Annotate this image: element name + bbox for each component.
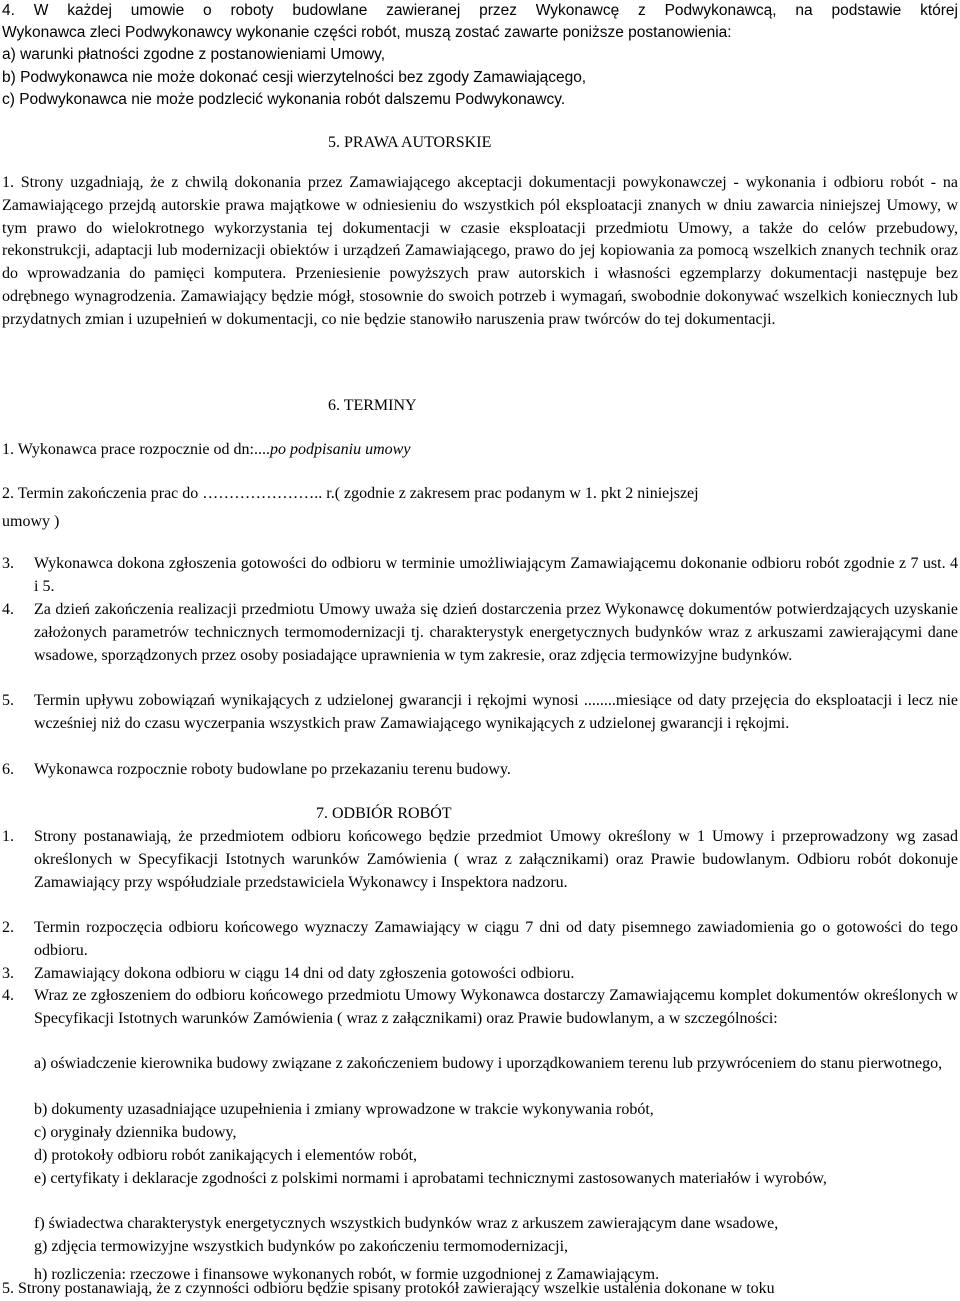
section-7-subitem-h: h) rozliczenia: rzeczowe i finansowe wykonanych robót, w formie uzgodnionej z Zamawiającym. (34, 1266, 660, 1283)
section-6-item-4 (2, 599, 958, 667)
item-text: Termin rozpoczęcia odbioru końcowego wyznaczy Zamawiający w ciągu 7 dni od daty pisemnego zawiadomienia go o gotowości do tego odbioru. (34, 919, 958, 959)
item-1-text: 1. Wykonawca prace rozpocznie od dn:.... (2, 441, 270, 458)
section-7-subitem-c: c) oryginały dziennika budowy, (34, 1124, 237, 1141)
item-number: 4. (2, 601, 14, 618)
item-text: Termin upływu zobowiązań wynikających z udzielonej gwarancji i rękojmi wynosi ........miesiące od daty przejęcia do eksploatacji i lecz nie wcześniej niż do czasu wyczerpania wszystkich praw Zamawiającego wynikających z udzielonej gwarancji i rękojmi. (34, 692, 958, 732)
section-7-item-1 (2, 826, 958, 894)
section-6-item-1 (2, 439, 410, 462)
paragraph-4-line-2: Wykonawca zleci Podwykonawcy wykonanie części robót, muszą zostać zawarte poniższe postanowienia: (2, 24, 732, 41)
section-6-item-5 (2, 690, 958, 736)
section-5-heading: 5. PRAWA AUTORSKIE (328, 134, 492, 151)
section-7-subitem-g: g) zdjęcia termowizyjne wszystkich budynków po zakończeniu termomodernizacji, (34, 1238, 569, 1255)
item-number: 2. (2, 919, 14, 936)
item-1-italic: po podpisaniu umowy (269, 441, 411, 458)
item-number: 4. (2, 987, 14, 1004)
section-6-heading: 6. TERMINY (328, 397, 417, 414)
item-text: Wykonawca dokona zgłoszenia gotowości do odbioru w terminie umożliwiającym Zamawiającemu dokonanie odbioru robót zgodnie z 7 ust. 4 i 5. (34, 555, 958, 595)
section-6-item-2-line-2: umowy ) (2, 513, 60, 530)
list-item-b: b) Podwykonawca nie może dokonać cesji wierzytelności bez zgody Zamawiającego, (2, 69, 587, 86)
section-7-subitem-e (2, 1168, 958, 1191)
section-6-item-2-line-1: 2. Termin zakończenia prac do ………………….. r.( zgodnie z zakresem prac podanym w 1. pkt 2 niniejszej (2, 485, 699, 502)
section-6-item-6 (2, 759, 958, 782)
item-text: Zamawiający dokona odbioru w ciągu 14 dni od daty zgłoszenia gotowości odbioru. (34, 965, 575, 982)
paragraph-4-line-1: 4. W każdej umowie o roboty budowlane zawieranej przez Wykonawcę z Podwykonawcą, na podstawie której (2, 2, 958, 19)
section-7-item-3 (2, 963, 958, 986)
item-number: 3. (2, 965, 14, 982)
item-number: 6. (2, 761, 14, 778)
item-number: 3. (2, 555, 14, 572)
section-7-subitem-d: d) protokoły odbioru robót zanikających i elementów robót, (34, 1147, 418, 1164)
section-6-item-3 (2, 553, 958, 599)
list-item-a: a) warunki płatności zgodne z postanowieniami Umowy, (2, 46, 386, 63)
section-7-item-5: 5. Strony postanawiają, że z czynności odbioru będzie spisany protokół zawierający wszelkie ustalenia dokonane w toku (2, 1280, 775, 1297)
section-7-subitem-f: f) świadectwa charakterystyk energetycznych wszystkich budynków wraz z arkuszem zawierającym dane wsadowe, (34, 1215, 779, 1232)
item-text: Za dzień zakończenia realizacji przedmiotu Umowy uważa się dzień dostarczenia przez Wykonawcę dokumentów potwierdzających uzyskanie założonych parametrów technicznych termomodernizacji tj. charakterystyk energetycznych budynków wraz z arkuszami zawierającymi dane wsadowe, sporządzonych przez osoby posiadające uprawnienia w tym zakresie, oraz zdjęcia termowizyjne budynków. (34, 601, 958, 664)
section-7-heading: 7. ODBIÓR ROBÓT (316, 805, 452, 822)
item-text: Strony postanawiają, że przedmiotem odbioru końcowego będzie przedmiot Umowy określony w 1 Umowy i przeprowadzony wg zasad określonych w Specyfikacji Istotnych warunków Zamówienia ( wraz z załącznikami) oraz Prawie budowlanym. Odbioru robót dokonuje Zamawiający przy współudziale przedstawiciela Wykonawcy i Inspektora nadzoru. (34, 828, 958, 891)
subitem-text: e) certyfikaty i deklaracje zgodności z polskimi normami i aprobatami technicznymi zastosowanych materiałów i wyrobów, (34, 1170, 827, 1187)
section-7-item-4 (2, 985, 958, 1031)
section-7-subitem-a (2, 1053, 958, 1076)
section-7-subitem-b: b) dokumenty uzasadniające uzupełnienia i zmiany wprowadzone w trakcie wykonywania robót, (34, 1101, 654, 1118)
list-item-c: c) Podwykonawca nie może podzlecić wykonania robót dalszemu Podwykonawcy. (2, 91, 566, 108)
section-7-item-2 (2, 917, 958, 963)
item-text: Wraz ze zgłoszeniem do odbioru końcowego przedmiotu Umowy Wykonawca dostarczy Zamawiającemu komplet dokumentów określonych w Specyfikacji Istotnych warunków Zamówienia ( wraz z załącznikami) oraz Prawie budowlanym, a w szczególności: (34, 987, 958, 1027)
section-5-paragraph-1: 1. Strony uzgadniają, że z chwilą dokonania przez Zamawiającego akceptacji dokumentacji powykonawczej - wykonania i odbioru robót - na Zamawiającego przejdą autorskie prawa majątkowe w odniesieniu do wszystkich pól eksploatacji znanych w dniu zawarcia niniejszej Umowy, w tym prawo do wielokrotnego wykorzystania tej dokumentacji w czasie eksploatacji przedmiotu Umowy, a także do celów przebudowy, rekonstrukcji, adaptacji lub modernizacji obiektów i urządzeń Zamawiającego, prawo do jej kopiowania za pomocą wszelkich znanych technik oraz do wprowadzania do pamięci komputera. Przeniesienie powyższych praw autorskich i własności egzemplarzy dokumentacji następuje bez odrębnego wynagrodzenia. Zamawiający będzie mógł, stosownie do swoich potrzeb i wymagań, swobodnie dokonywać wszelkich koniecznych lub przydatnych zmian i uzupełnień w dokumentacji, co nie będzie stanowiło naruszenia praw twórców do tej dokumentacji. (2, 174, 958, 328)
item-text: Wykonawca rozpocznie roboty budowlane po przekazaniu terenu budowy. (34, 761, 511, 778)
item-number: 1. (2, 828, 14, 845)
subitem-text: a) oświadczenie kierownika budowy związane z zakończeniem budowy i uporządkowaniem terenu lub przywróceniem do stanu pierwotnego, (34, 1055, 943, 1072)
item-number: 5. (2, 692, 14, 709)
